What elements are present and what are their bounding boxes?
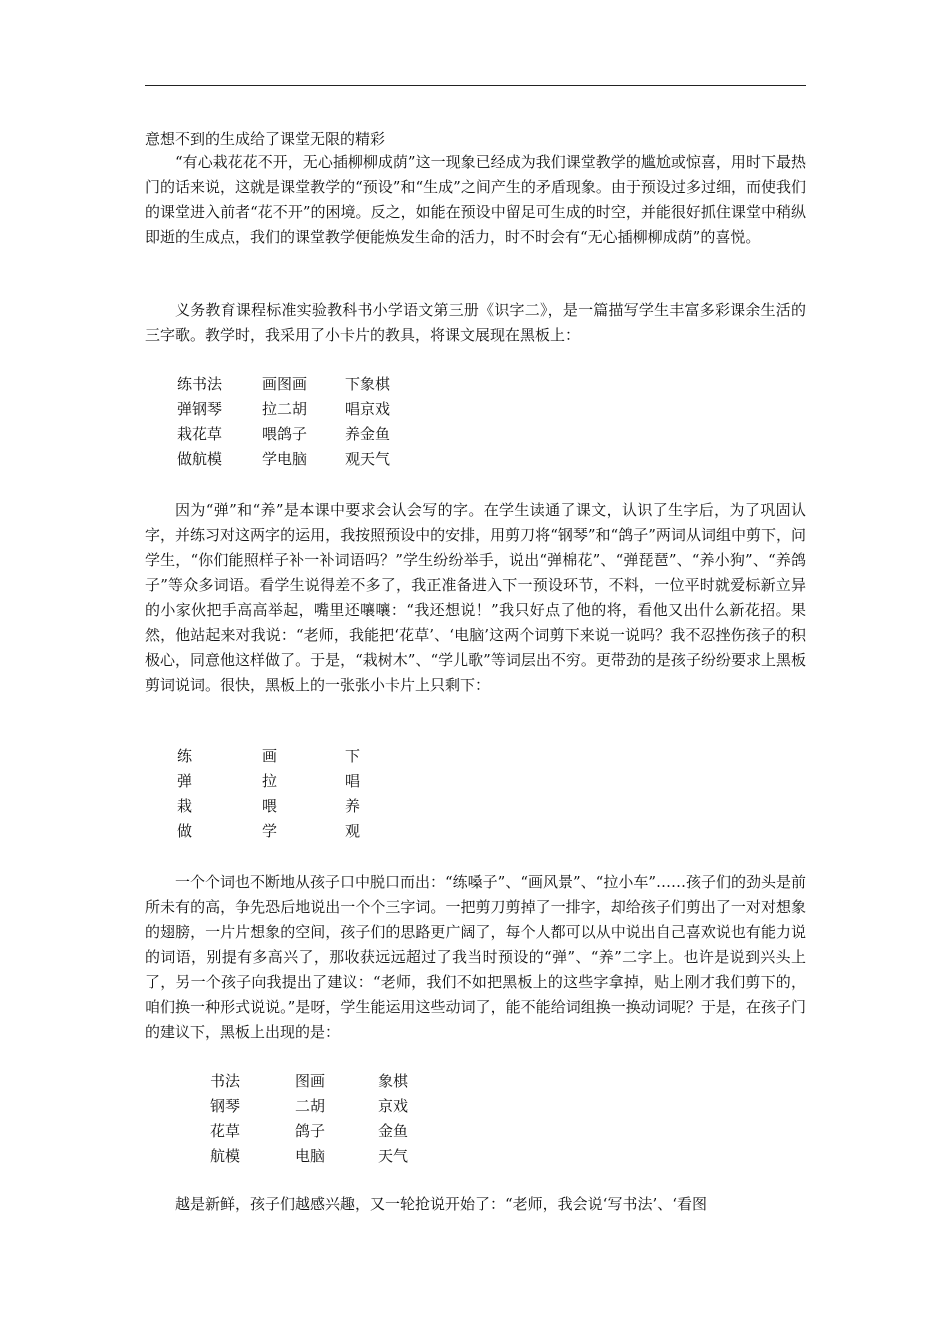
grid-cell: 养金鱼 xyxy=(345,425,391,443)
grid-cell: 唱 xyxy=(345,772,361,790)
grid-cell: 弹钢琴 xyxy=(177,400,223,418)
header-rule xyxy=(145,85,806,86)
grid-cell: 鸽子 xyxy=(295,1122,326,1140)
grid-cell: 练 xyxy=(177,747,193,765)
grid-cell: 航模 xyxy=(210,1147,241,1165)
paragraph-1: “有心栽花花不开，无心插柳柳成荫”这一现象已经成为我们课堂教学的尴尬或惊喜，用时下最热门的话来说，这就是课堂教学的“预设”和“生成”之间产生的矛盾现象。由于预设过多过细，而使我们的课堂进入前者“花不开”的困境。反之，如能在预设中留足可生成的时空，并能很好抓住课堂中稍纵即逝的生成点，我们的课堂教学便能焕发生命的活力，时不时会有“无心插柳柳成荫”的喜悦。 xyxy=(145,153,806,246)
grid-cell: 下象棋 xyxy=(345,375,391,393)
grid-cell: 喂鸽子 xyxy=(262,425,308,443)
grid-cell: 栽 xyxy=(177,797,193,815)
grid-cell: 观 xyxy=(345,822,361,840)
grid-cell: 下 xyxy=(345,747,361,765)
grid-cell: 金鱼 xyxy=(378,1122,409,1140)
grid-cell: 京戏 xyxy=(378,1097,409,1115)
grid-cell: 图画 xyxy=(295,1072,326,1090)
grid-cell: 栽花草 xyxy=(177,425,223,443)
grid-cell: 喂 xyxy=(262,797,278,815)
grid-cell: 书法 xyxy=(210,1072,241,1090)
grid-cell: 学电脑 xyxy=(262,450,308,468)
grid-cell: 天气 xyxy=(378,1147,409,1165)
grid-cell: 二胡 xyxy=(295,1097,326,1115)
grid-cell: 做航模 xyxy=(177,450,223,468)
article-title: 意想不到的生成给了课堂无限的精彩 xyxy=(145,130,386,148)
grid-cell: 观天气 xyxy=(345,450,391,468)
grid-cell: 练书法 xyxy=(177,375,223,393)
grid-cell: 弹 xyxy=(177,772,193,790)
grid-cell: 唱京戏 xyxy=(345,400,391,418)
grid-cell: 拉 xyxy=(262,772,278,790)
paragraph-2: 义务教育课程标准实验教科书小学语文第三册《识字二》，是一篇描写学生丰富多彩课余生活的三字歌。教学时，我采用了小卡片的教具，将课文展现在黑板上： xyxy=(145,301,806,344)
grid-cell: 画图画 xyxy=(262,375,308,393)
grid-cell: 电脑 xyxy=(295,1147,326,1165)
paragraph-5: 越是新鲜，孩子们越感兴趣，又一轮抢说开始了：“老师，我会说‘写书法’、‘看图 xyxy=(175,1195,707,1213)
grid-cell: 学 xyxy=(262,822,278,840)
grid-cell: 钢琴 xyxy=(210,1097,241,1115)
paragraph-3: 因为“弹”和“养”是本课中要求会认会写的字。在学生读通了课文，认识了生字后，为了巩固认字，并练习对这两字的运用，我按照预设中的安排，用剪刀将“钢琴”和“鸽子”两词从词组中剪下，问学生，“你们能照样子补一补词语吗？”学生纷纷举手，说出“弹棉花”、“弹琵琶”、“养小狗”、“养鸽子”等众多词语。看学生说得差不多了，我正准备进入下一预设环节，不料，一位平时就爱标新立异的小家伙把手高高举起，嘴里还嚷嚷：“我还想说！”我只好点了他的将，看他又出什么新花招。果然，他站起来对我说：“老师，我能把‘花草’、‘电脑’这两个词剪下来说一说吗？我不忍挫伤孩子的积极心，同意他这样做了。于是，“栽树木”、“学儿歌”等词层出不穷。更带劲的是孩子纷纷要求上黑板剪词说词。很快，黑板上的一张张小卡片上只剩下： xyxy=(145,501,806,694)
grid-cell: 做 xyxy=(177,822,193,840)
paragraph-4: 一个个词也不断地从孩子口中脱口而出：“练嗓子”、“画风景”、“拉小车”……孩子们的劲头是前所未有的高，争先恐后地说出一个个三字词。一把剪刀剪掉了一排字，却给孩子们剪出了一对对想象的翅膀，一片片想象的空间，孩子们的思路更广阔了，每个人都可以从中说出自己喜欢说也有能力说的词语，别提有多高兴了，那收获远远超过了我当时预设的“弹”、“养”二字上。也许是说到兴头上了，另一个孩子向我提出了建议：“老师，我们不如把黑板上的这些字拿掉，贴上刚才我们剪下的，咱们换一种形式说说。”是呀，学生能运用这些动词了，能不能给词组换一换动词呢？于是，在孩子门的建议下，黑板上出现的是： xyxy=(145,873,807,1041)
grid-cell: 画 xyxy=(262,747,278,765)
grid-cell: 象棋 xyxy=(378,1072,409,1090)
grid-cell: 拉二胡 xyxy=(262,400,308,418)
grid-cell: 养 xyxy=(345,797,361,815)
grid-cell: 花草 xyxy=(210,1122,241,1140)
